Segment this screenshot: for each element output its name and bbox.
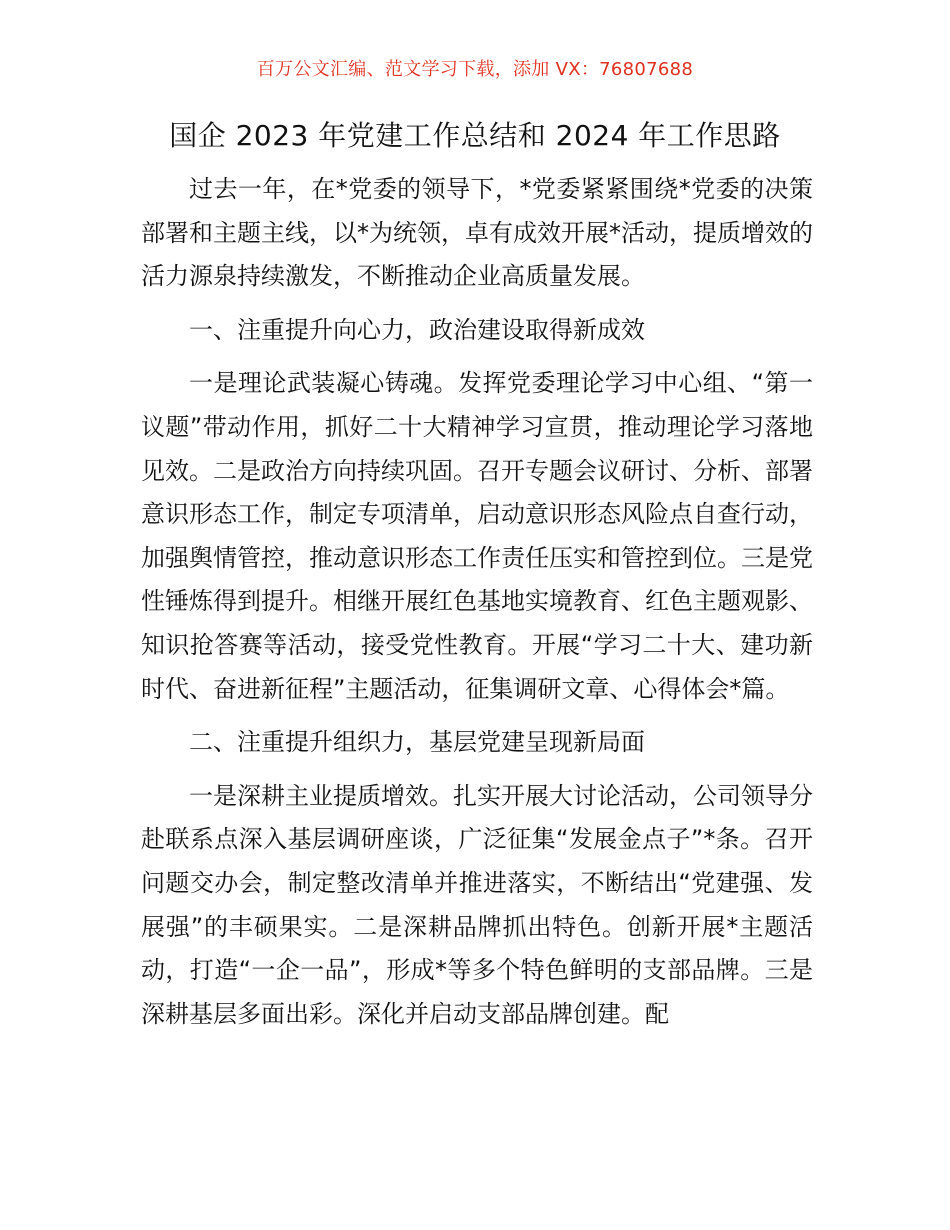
intro-paragraph: 过去一年，在*党委的领导下，*党委紧紧围绕*党委的决策部署和主题主线，以*为统领，卓有成效开展*活动，提质增效的活力源泉持续激发，不断推动企业高质量发展。 bbox=[141, 175, 813, 291]
document-body bbox=[141, 168, 813, 1036]
document-title: 国企 2023 年党建工作总结和 2024 年工作思路 bbox=[169, 119, 781, 152]
section-1-paragraph: 一是理论武装凝心铸魂。发挥党委理论学习中心组、“第一议题”带动作用，抓好二十大精神学习宣贯，推动理论学习落地见效。二是政治方向持续巩固。召开专题会议研讨、分析、部署意识形态工作，制定专项清单，启动意识形态风险点自查行动，加强舆情管控，推动意识形态工作责任压实和管控到位。三是党性锤炼得到提升。相继开展红色基地实境教育、红色主题观影、知识抢答赛等活动，接受党性教育。开展“学习二十大、建功新时代、奋进新征程”主题活动，征集调研文章、心得体会*篇。 bbox=[141, 369, 813, 703]
section-2-paragraph: 一是深耕主业提质增效。扎实开展大讨论活动，公司领导分赴联系点深入基层调研座谈，广泛征集“发展金点子”*条。召开问题交办会，制定整改清单并推进落实，不断结出“党建强、发展强”的丰硕果实。二是深耕品牌抓出特色。创新开展*主题活动，打造“一企一品”，形成*等多个特色鲜明的支部品牌。三是深耕基层多面出彩。深化并启动支部品牌创建。配 bbox=[141, 781, 813, 1028]
section-heading-2: 二、注重提升组织力，基层党建呈现新局面 bbox=[189, 728, 645, 757]
header-banner: 百万公文汇编、范文学习下载，添加 VX：76807688 bbox=[256, 59, 694, 80]
section-heading-1: 一、注重提升向心力，政治建设取得新成效 bbox=[189, 315, 645, 344]
